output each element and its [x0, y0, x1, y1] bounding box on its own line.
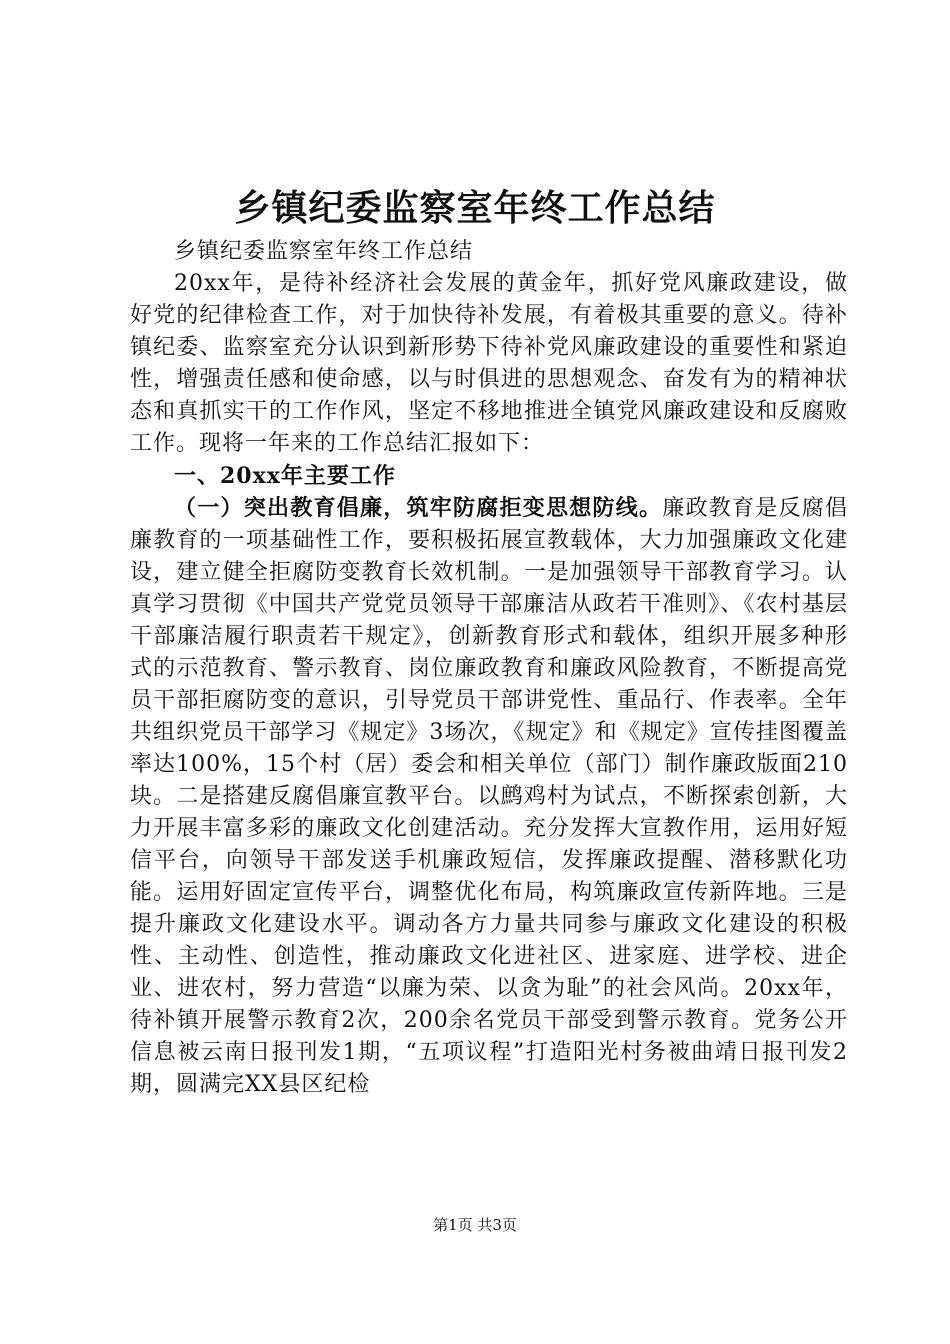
document-title: 乡镇纪委监察室年终工作总结 [234, 187, 716, 229]
subtitle-paragraph: 乡镇纪委监察室年终工作总结 [174, 239, 474, 264]
document-body [130, 236, 848, 1101]
intro-paragraph: 20xx年，是待补经济社会发展的黄金年，抓好党风廉政建设，做好党的纪律检查工作，对于加快待补发展，有着极其重要的意义。待补镇纪委、监察室充分认识到新形势下待补党风廉政建设的重要性和紧迫性，增强责任感和使命感，以与时俱进的思想观念、奋发有为的精神状态和真抓实干的工作作风，坚定不移地推进全镇党风廉政建设和反腐败工作。现将一年来的工作总结汇报如下： [130, 271, 848, 456]
subsection-paragraph [130, 492, 848, 1101]
subsection-heading: （一）突出教育倡廉，筑牢防腐拒变思想防线。 [174, 495, 663, 521]
subsection-body: 廉政教育是反腐倡廉教育的一项基础性工作，要积极拓展宣教载体，大力加强廉政文化建设，建立健全拒腐防变教育长效机制。一是加强领导干部教育学习。认真学习贯彻《中国共产党党员领导干部廉洁从政若干准则》、《农村基层干部廉洁履行职责若干规定》，创新教育形式和载体，组织开展多种形式的示范教育、警示教育、岗位廉政教育和廉政风险教育，不断提高党员干部拒腐防变的意识，引导党员干部讲党性、重品行、作表率。全年共组织党员干部学习《规定》3场次，《规定》和《规定》宣传挂图覆盖率达100%，15个村（居）委会和相关单位（部门）制作廉政版面210块。二是搭建反腐倡廉宣教平台。以鹧鸡村为试点，不断探索创新，大力开展丰富多彩的廉政文化创建活动。充分发挥大宣教作用，运用好短信平台，向领导干部发送手机廉政短信，发挥廉政提醒、潜移默化功能。运用好固定宣传平台，调整优化布局，构筑廉政宣传新阵地。三是提升廉政文化建设水平。调动各方力量共同参与廉政文化建设的积极性、主动性、创造性，推动廉政文化进社区、进家庭、进学校、进企业、进农村，努力营造“以廉为荣、以贪为耻”的社会风尚。20xx年，待补镇开展警示教育2次，200余名党员干部受到警示教育。党务公开信息被云南日报刊发1期，“五项议程”打造阳光村务被曲靖日报刊发2期，圆满完XX县区纪检 [130, 496, 848, 1097]
section-heading: 一、20xx年主要工作 [174, 463, 396, 489]
page-footer: 第1页 共3页 [433, 1216, 517, 1234]
